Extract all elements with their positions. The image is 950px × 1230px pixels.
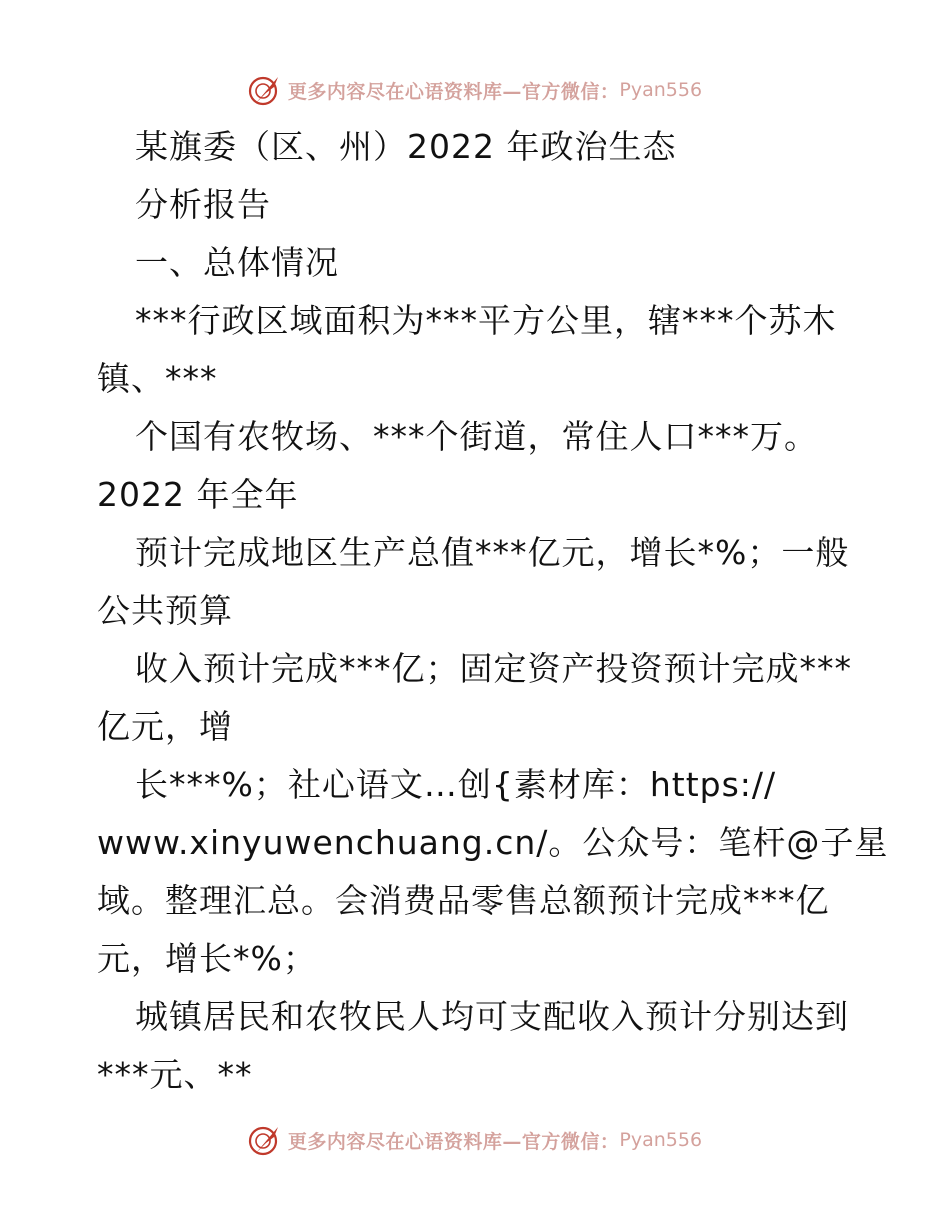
paragraph-line: 个国有农牧场、***个街道，常住人口***万。 [135,417,818,456]
watermark-text: 更多内容尽在心语资料库—官方微信： [287,80,620,103]
section-heading: 一、总体情况 [135,243,339,282]
paragraph-line: ***行政区域面积为***平方公里，辖***个苏木 [135,301,837,340]
quill-logo-icon [248,73,282,107]
watermark-banner-bottom [0,1120,950,1160]
title-line-1: 某旗委（区、州）2022 年政治生态 [135,127,677,166]
paragraph-line: 镇、*** [97,359,218,398]
watermark-banner-top [0,70,950,110]
paragraph-line: 2022 年全年 [97,475,299,514]
paragraph-line: 亿元，增 [97,707,233,746]
paragraph-line: ***元、** [97,1055,253,1094]
paragraph-line: 元，增长*%； [97,939,317,978]
paragraph-line: 域。整理汇总。会消费品零售总额预计完成***亿 [97,881,830,920]
title-line-2: 分析报告 [135,185,271,224]
paragraph-line: 公共预算 [97,591,233,630]
paragraph-line: 收入预计完成***亿；固定资产投资预计完成*** [135,649,852,688]
watermark-wechat-id: Pyan556 [619,79,703,101]
paragraph-line: 城镇居民和农牧民人均可支配收入预计分别达到 [135,997,849,1036]
paragraph-line: 长***%；社心语文…创{素材库：https:// [135,765,777,804]
paragraph-line: www.xinyuwenchuang.cn/。公众号：笔杆@子星 [97,823,889,862]
paragraph-line: 预计完成地区生产总值***亿元，增长*%；一般 [135,533,850,572]
watermark-wechat-id: Pyan556 [619,1129,703,1151]
quill-logo-icon [248,1123,282,1157]
watermark-text: 更多内容尽在心语资料库—官方微信： [287,1130,620,1153]
document-body [97,118,889,1104]
